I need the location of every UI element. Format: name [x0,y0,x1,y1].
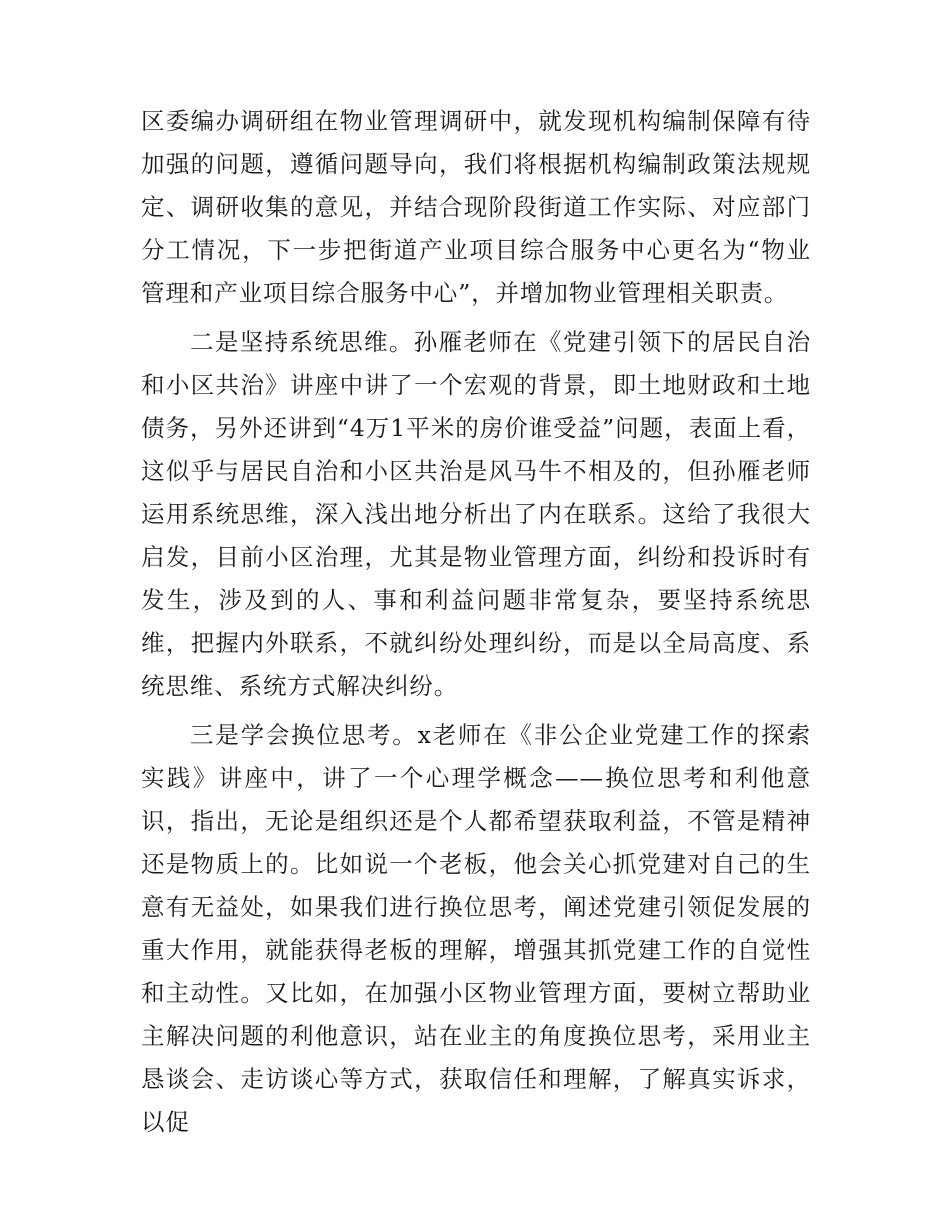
paragraph-continuation: 区委编办调研组在物业管理调研中，就发现机构编制保障有待加强的问题，遵循问题导向，我们将根据机构编制政策法规规定、调研收集的意见，并结合现阶段街道工作实际、对应部门分工情况，下一步把街道产业项目综合服务中心更名为“物业管理和产业项目综合服务中心”，并增加物业管理相关职责。 [141,107,811,307]
document-body [141,100,811,1144]
paragraph-systems-thinking: 二是坚持系统思维。孙雁老师在《党建引领下的居民自治和小区共治》讲座中讲了一个宏观的背景，即土地财政和土地债务，另外还讲到“4万1平米的房价谁受益”问题，表面上看，这似乎与居民自治和小区共治是风马牛不相及的，但孙雁老师运用系统思维，深入浅出地分析出了内在联系。这给了我很大启发，目前小区治理，尤其是物业管理方面，纠纷和投诉时有发生，涉及到的人、事和利益问题非常复杂，要坚持系统思维，把握内外联系，不就纠纷处理纠纷，而是以全局高度、系统思维、系统方式解决纠纷。 [141,328,811,700]
paragraph-perspective-taking: 三是学会换位思考。x老师在《非公企业党建工作的探索实践》讲座中，讲了一个心理学概念——换位思考和利他意识，指出，无论是组织还是个人都希望获取利益，不管是精神还是物质上的。比如说一个老板，他会关心抓党建对自己的生意有无益处，如果我们进行换位思考，阐述党建引领促发展的重大作用，就能获得老板的理解，增强其抓党建工作的自觉性和主动性。又比如，在加强小区物业管理方面，要树立帮助业主解决问题的利他意识，站在业主的角度换位思考，采用业主恳谈会、走访谈心等方式，获取信任和理解，了解真实诉求，以促 [141,721,811,1136]
